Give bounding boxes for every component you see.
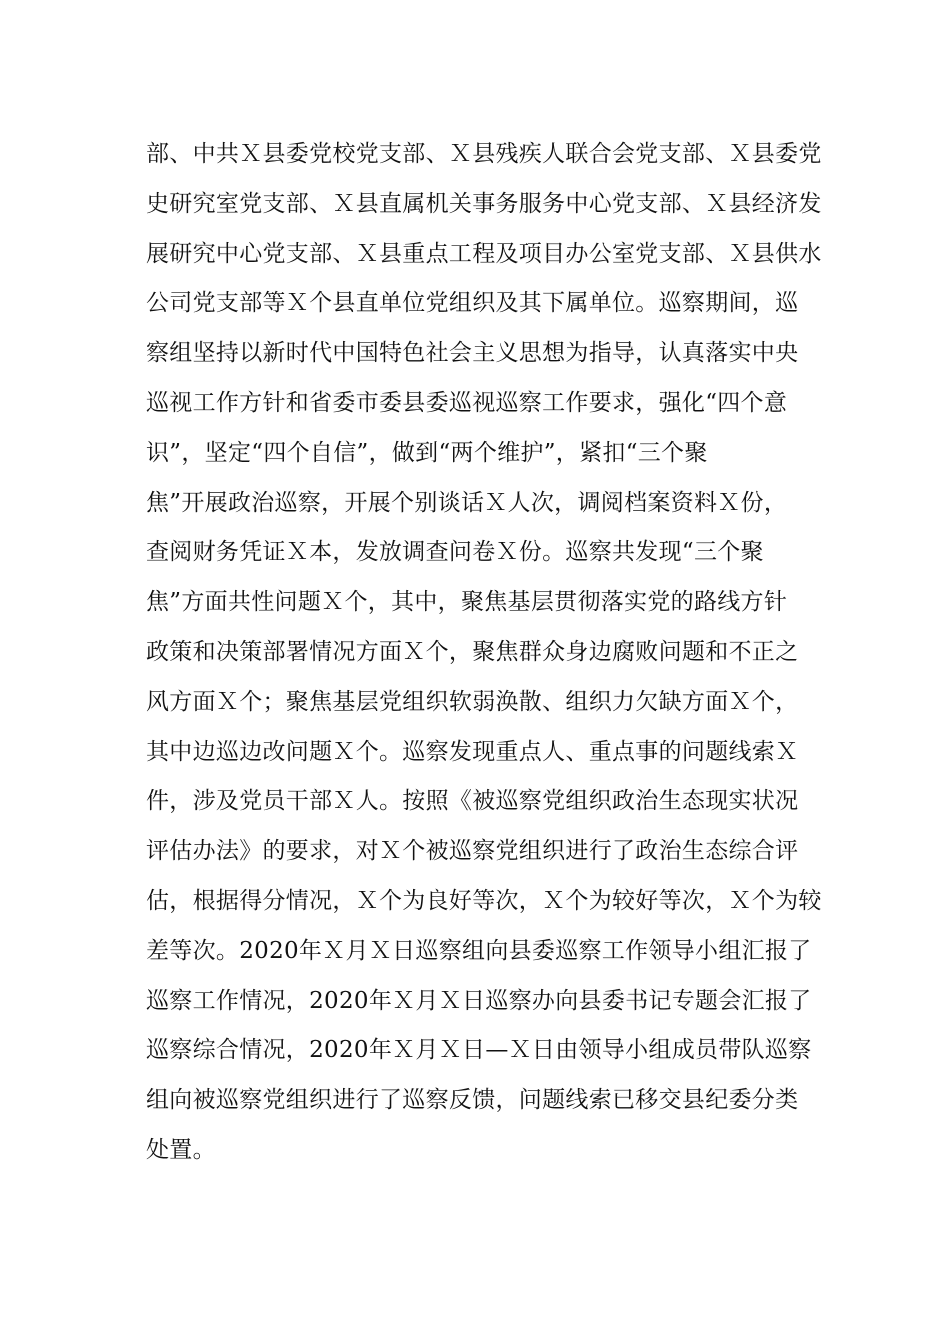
text-line: 件，涉及党员干部Ｘ人。按照《被巡察党组织政治生态现实状况 <box>146 788 799 815</box>
text-line: 差等次。2020年Ｘ月Ｘ日巡察组向县委巡察工作领导小组汇报了 <box>146 937 812 964</box>
text-line: 查阅财务凭证Ｘ本，发放调查问卷Ｘ份。巡察共发现“三个聚 <box>146 539 764 566</box>
text-line: 公司党支部等Ｘ个县直单位党组织及其下属单位。巡察期间，巡 <box>146 290 799 317</box>
text-line: 巡察综合情况，2020年Ｘ月Ｘ日—Ｘ日由领导小组成员带队巡察 <box>146 1037 812 1064</box>
text-line: 估，根据得分情况，Ｘ个为良好等次，Ｘ个为较好等次，Ｘ个为较 <box>146 887 822 914</box>
text-line: 风方面Ｘ个；聚焦基层党组织软弱涣散、组织力欠缺方面Ｘ个， <box>146 688 799 715</box>
text-line: 巡察工作情况，2020年Ｘ月Ｘ日巡察办向县委书记专题会汇报了 <box>146 987 812 1014</box>
text-line: 史研究室党支部、Ｘ县直属机关事务服务中心党支部、Ｘ县经济发 <box>146 190 822 217</box>
text-line: 巡视工作方针和省委市委县委巡视巡察工作要求，强化“四个意 <box>146 389 788 416</box>
text-line: 焦”方面共性问题Ｘ个，其中，聚焦基层贯彻落实党的路线方针 <box>146 589 788 616</box>
text-line: 处置。 <box>146 1136 216 1163</box>
body-paragraph <box>146 130 836 1176</box>
text-line: 识”，坚定“四个自信”，做到“两个维护”，紧扣“三个聚 <box>146 439 708 466</box>
text-line: 组向被巡察党组织进行了巡察反馈，问题线索已移交县纪委分类 <box>146 1087 799 1114</box>
text-line: 察组坚持以新时代中国特色社会主义思想为指导，认真落实中央 <box>146 340 799 367</box>
text-line: 焦”开展政治巡察，开展个别谈话Ｘ人次，调阅档案资料Ｘ份， <box>146 489 788 516</box>
text-line: 评估办法》的要求，对Ｘ个被巡察党组织进行了政治生态综合评 <box>146 838 799 865</box>
text-line: 部、中共Ｘ县委党校党支部、Ｘ县残疾人联合会党支部、Ｘ县委党 <box>146 141 822 167</box>
text-line: 展研究中心党支部、Ｘ县重点工程及项目办公室党支部、Ｘ县供水 <box>146 240 822 267</box>
text-line: 其中边巡边改问题Ｘ个。巡察发现重点人、重点事的问题线索Ｘ <box>146 738 799 765</box>
text-line: 政策和决策部署情况方面Ｘ个，聚焦群众身边腐败问题和不正之 <box>146 638 799 665</box>
